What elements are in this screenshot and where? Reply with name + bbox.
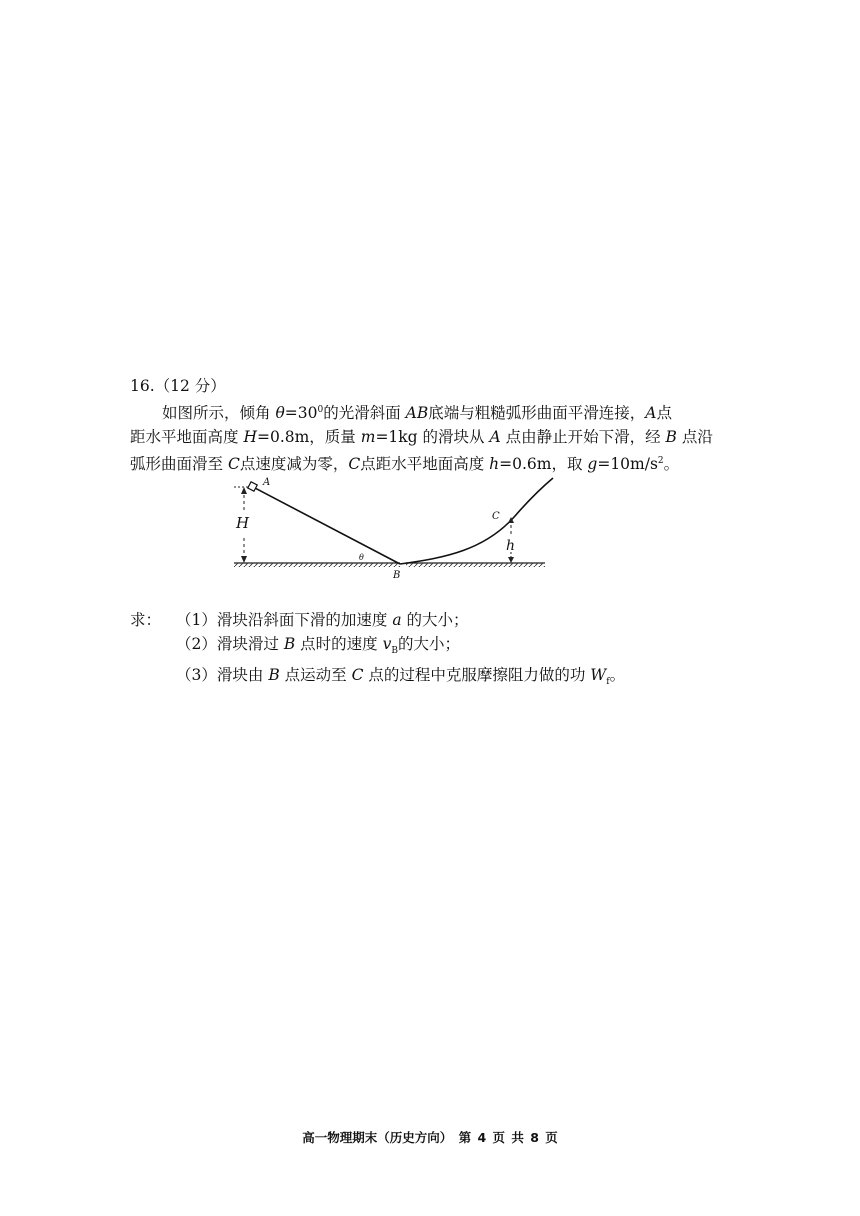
text-segment: 。 xyxy=(663,455,680,474)
label-A: A xyxy=(263,477,271,488)
ground-left xyxy=(234,563,400,567)
text-segment: 。 xyxy=(609,666,626,685)
label-B: B xyxy=(393,570,401,581)
var-m: m xyxy=(360,428,376,447)
question-1 xyxy=(130,608,750,632)
text-segment: 距水平地面高度 xyxy=(130,428,244,447)
text-segment: 滑块由 xyxy=(216,666,269,685)
problem-header xyxy=(130,374,740,398)
label-h: h xyxy=(506,538,516,554)
problem-number: 16. xyxy=(130,377,155,395)
question-2-text xyxy=(176,632,750,663)
incline-curve-diagram xyxy=(230,476,555,584)
var-b: B xyxy=(665,428,677,447)
text-segment: 滑块沿斜面下滑的加速度 xyxy=(216,611,393,629)
text-segment: 的光滑斜面 xyxy=(323,404,406,423)
problem-text-line-3 xyxy=(130,449,740,476)
var-ab: AB xyxy=(405,404,429,423)
var-c: C xyxy=(227,455,240,474)
text-segment: 滑块滑过 xyxy=(216,635,284,653)
var-b: B xyxy=(268,666,280,685)
problem-text-line-1 xyxy=(130,398,740,425)
degree-superscript: 0 xyxy=(317,405,324,415)
var-c: C xyxy=(348,455,361,474)
var-h: h xyxy=(489,455,500,474)
slider-block xyxy=(248,482,257,491)
question-2 xyxy=(130,632,750,663)
text-segment: 点沿 xyxy=(676,428,713,447)
question-number: （1） xyxy=(176,611,217,629)
text-segment: 点速度减为零， xyxy=(239,455,349,474)
question-lead: 求： xyxy=(130,611,162,629)
squared-superscript: 2 xyxy=(657,456,664,467)
lead-spacer xyxy=(130,663,176,694)
text-segment: 如图所示，倾角 xyxy=(162,404,276,423)
var-g: g xyxy=(587,455,598,474)
question-3 xyxy=(130,663,750,694)
problem-text-line-2 xyxy=(130,425,740,449)
text-segment: 点距水平地面高度 xyxy=(360,455,490,474)
page-footer: 高一物理期末（历史方向） 第 4 页 共 8 页 xyxy=(302,1130,558,1145)
var-w: W xyxy=(590,666,607,685)
question-list xyxy=(130,608,750,694)
question-3-text xyxy=(176,663,750,694)
text-segment: 点的过程中克服摩擦阻力做的功 xyxy=(363,666,591,685)
var-a: a xyxy=(392,611,402,629)
text-segment: 底端与粗糙弧形曲面平滑连接， xyxy=(428,404,646,423)
label-theta: θ xyxy=(359,553,364,562)
problem-16 xyxy=(130,374,740,476)
rough-arc-surface xyxy=(400,478,553,564)
var-b: B xyxy=(283,635,296,653)
theta-symbol: θ xyxy=(275,404,285,423)
problem-score: （12 分） xyxy=(154,377,226,395)
text-segment: =0.8m，质量 xyxy=(256,428,361,447)
var-a: A xyxy=(489,428,501,447)
text-segment: =0.6m，取 xyxy=(499,455,588,474)
question-number: （2） xyxy=(176,635,217,653)
var-a: A xyxy=(645,404,657,423)
text-segment: =1kg 的滑块从 xyxy=(375,428,490,447)
question-number: （3） xyxy=(176,666,217,685)
text-segment: 弧形曲面滑至 xyxy=(130,455,228,474)
text-segment: 的大小； xyxy=(401,611,469,629)
var-c: C xyxy=(351,666,364,685)
var-v: v xyxy=(382,635,392,653)
text-segment: 点由静止开始下滑，经 xyxy=(500,428,666,447)
var-H: H xyxy=(243,428,257,447)
ground-right xyxy=(406,563,545,567)
question-1-text xyxy=(176,608,750,632)
text-segment: =30 xyxy=(284,404,318,423)
lead-spacer xyxy=(130,632,176,663)
text-segment: 点运动至 xyxy=(279,666,352,685)
text-segment: 的大小； xyxy=(397,635,460,653)
label-C: C xyxy=(492,511,500,522)
label-H: H xyxy=(236,514,250,532)
text-segment: 点 xyxy=(656,404,672,423)
text-segment: 点时的速度 xyxy=(295,635,383,653)
subscript-b: B xyxy=(391,646,398,657)
incline-ab xyxy=(253,487,400,564)
text-segment: =10m/s xyxy=(597,455,658,474)
subscript-f: f xyxy=(606,677,610,688)
